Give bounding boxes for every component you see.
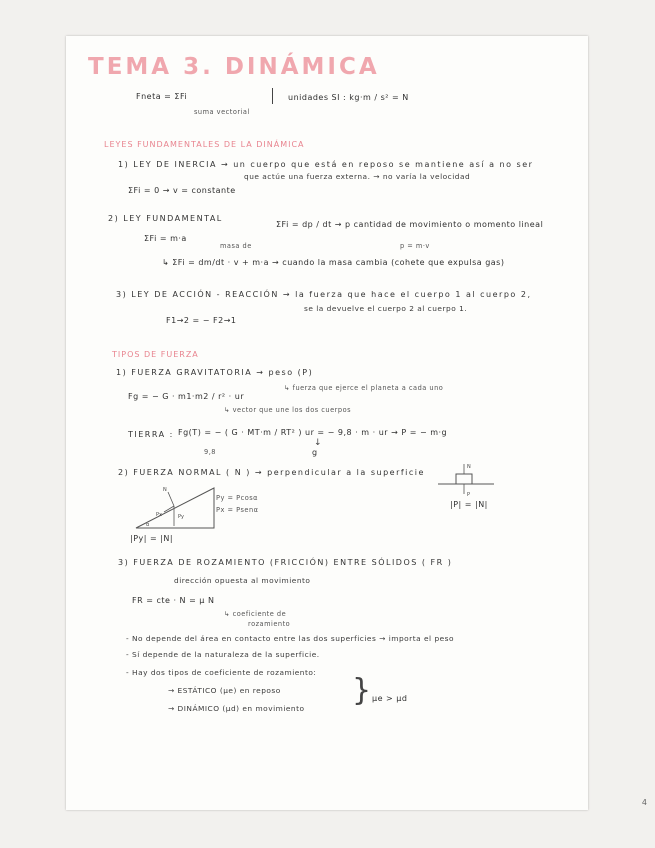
coef-note: ↳ coeficiente de bbox=[224, 610, 287, 618]
law2-eq3: ↳ ΣFi = dm/dt · v + m·a → cuando la masa cambia (cohete que expulsa gas) bbox=[162, 258, 505, 267]
law2-eq1: ΣFi = m·a bbox=[144, 234, 187, 243]
bullet-static: → ESTÁTICO (μe) en reposo bbox=[168, 686, 281, 695]
coef-note2: rozamiento bbox=[248, 620, 291, 628]
bullet-area: - No depende del área en contacto entre las dos superficies → importa el peso bbox=[126, 634, 455, 643]
law2-eq1-note: masa de bbox=[220, 242, 252, 250]
g-symbol: g bbox=[312, 448, 318, 457]
mu-comparison: μe > μd bbox=[372, 694, 408, 703]
law2-eq2: ΣFi = dp / dt → p cantidad de movimiento o momento lineal bbox=[276, 220, 544, 229]
vector-sum-note: suma vectorial bbox=[194, 108, 250, 116]
page-number: 4 bbox=[641, 798, 647, 807]
bullet-nature: - Sí depende de la naturaleza de la superficie. bbox=[126, 650, 320, 659]
tierra-label: TIERRA : bbox=[128, 430, 174, 439]
incline-label-py: Py bbox=[178, 514, 184, 520]
law3-heading: 3) LEY DE ACCIÓN - REACCIÓN → la fuerza que hace el cuerpo 1 al cuerpo 2, bbox=[116, 290, 532, 299]
down-arrow-icon: ↓ bbox=[314, 438, 322, 448]
law1-equation: ΣFi = 0 → v = constante bbox=[128, 186, 236, 195]
incline-label-px: Px bbox=[156, 512, 162, 518]
law3-equation: F1→2 = − F2→1 bbox=[166, 316, 237, 325]
curly-brace-icon: } bbox=[352, 673, 372, 708]
net-force-formula: Fneta = ΣFi bbox=[136, 92, 188, 101]
py-definition: Py = Pcosα bbox=[216, 494, 259, 502]
section-title-laws: LEYES FUNDAMENTALES DE LA DINÁMICA bbox=[104, 140, 305, 149]
notebook-page bbox=[66, 36, 588, 810]
incline-label-n: N bbox=[163, 487, 167, 493]
incline-label-alpha: α bbox=[146, 522, 150, 528]
flat-equation: |P| = |N| bbox=[450, 500, 488, 509]
momentum-definition: p = m·v bbox=[400, 242, 430, 250]
tierra-equation: Fg(T) = − ( G · MT·m / RT² ) ur = − 9,8 · m · ur → P = − m·g bbox=[178, 428, 448, 437]
gravity-note2: ↳ vector que une los dos cuerpos bbox=[224, 406, 352, 414]
box-label-n: N bbox=[467, 464, 471, 470]
law1-heading: 1) LEY DE INERCIA → un cuerpo que está en reposo se mantiene así a no ser bbox=[118, 160, 534, 169]
section-title-forces: TIPOS DE FUERZA bbox=[112, 350, 199, 359]
box-diagram bbox=[436, 462, 496, 502]
gravity-note1: ↳ fuerza que ejerce el planeta a cada uno bbox=[284, 384, 444, 392]
page-title: TEMA 3. DINÁMICA bbox=[88, 54, 380, 80]
law1-line2: que actúe una fuerza externa. → no varía la velocidad bbox=[244, 172, 471, 181]
friction-heading: 3) FUERZA DE ROZAMIENTO (FRICCIÓN) ENTRE SÓLIDOS ( FR ) bbox=[118, 558, 453, 567]
normal-force-heading: 2) FUERZA NORMAL ( N ) → perpendicular a la superficie bbox=[118, 468, 425, 477]
friction-note: dirección opuesta al movimiento bbox=[174, 576, 311, 585]
box-label-p: P bbox=[467, 492, 471, 498]
bullet-types: - Hay dos tipos de coeficiente de rozamiento: bbox=[126, 668, 317, 677]
law2-heading: 2) LEY FUNDAMENTAL bbox=[108, 214, 223, 223]
incline-equation: |Py| = |N| bbox=[130, 534, 174, 543]
bullet-dynamic: → DINÁMICO (μd) en movimiento bbox=[168, 704, 305, 713]
law3-line2: se la devuelve el cuerpo 2 al cuerpo 1. bbox=[304, 304, 468, 313]
gravity-equation: Fg = − G · m1·m2 / r² · ur bbox=[128, 392, 245, 401]
incline-diagram bbox=[134, 482, 218, 532]
px-definition: Px = Psenα bbox=[216, 506, 259, 514]
gravity-heading: 1) FUERZA GRAVITATORIA → peso (P) bbox=[116, 368, 314, 377]
vertical-divider bbox=[272, 88, 273, 104]
value-9-8: 9,8 bbox=[204, 448, 216, 456]
friction-equation: FR = cte · N = μ N bbox=[132, 596, 215, 605]
si-units: unidades SI : kg·m / s² = N bbox=[288, 93, 409, 102]
